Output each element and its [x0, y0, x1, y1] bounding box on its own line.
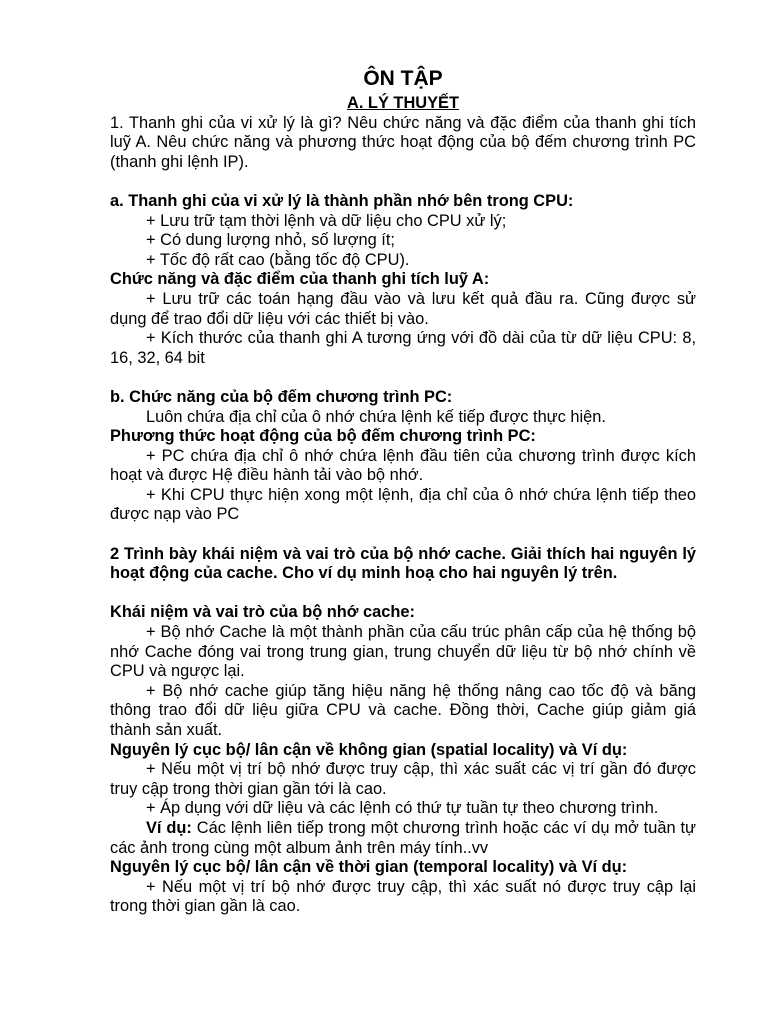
spacer	[110, 584, 696, 604]
example-text: Các lệnh liên tiếp trong một chương trình hoặc các ví dụ mở tuần tự các ảnh trong cùng một album ảnh trên máy tính..vv	[110, 818, 696, 857]
list-item: + Nếu một vị trí bộ nhớ được truy cập, thì xác suất nó được truy cập lại trong thời gian gần là cao.	[110, 877, 696, 916]
example-label: Ví dụ:	[146, 818, 192, 837]
spacer	[110, 172, 696, 192]
document-body	[110, 66, 696, 917]
list-item: + Có dung lượng nhỏ, số lượng ít;	[146, 231, 395, 250]
question-1: 1. Thanh ghi của vi xử lý là gì? Nêu chức năng và đặc điểm của thanh ghi tích luỹ A. Nêu chức năng và phương thức hoạt động của bộ đếm chương trình PC (thanh ghi lệnh IP).	[110, 113, 696, 171]
q1-b-heading: b. Chức năng của bộ đếm chương trình PC:	[110, 387, 453, 406]
temporal-locality-heading: Nguyên lý cục bộ/ lân cận về thời gian (temporal locality) và Ví dụ:	[110, 858, 628, 877]
list-item: + Nếu một vị trí bộ nhớ được truy cập, thì xác suất các vị trí gần đó được truy cập trong thời gian gần tới là cao.	[110, 760, 696, 798]
list-item: + Lưu trữ các toán hạng đầu vào và lưu kết quả đầu ra. Cũng được sử dụng để trao đổi dữ liệu với các thiết bị vào.	[110, 289, 696, 328]
list-item: + Áp dụng với dữ liệu và các lệnh có thứ tự tuần tự theo chương trình.	[146, 799, 659, 818]
question-2: 2 Trình bày khái niệm và vai trò của bộ nhớ cache. Giải thích hai nguyên lý hoạt động của cache. Cho ví dụ minh hoạ cho hai nguyên lý trên.	[110, 544, 696, 583]
list-item: + Khi CPU thực hiện xong một lệnh, địa chỉ của ô nhớ chứa lệnh tiếp theo được nạp vào PC	[110, 485, 696, 524]
spacer	[110, 368, 696, 388]
pc-operation-heading: Phương thức hoạt động của bộ đếm chương trình PC:	[110, 427, 536, 446]
list-item: + PC chứa địa chỉ ô nhớ chứa lệnh đầu tiên của chương trình được kích hoạt và được Hệ điều hành tải vào bộ nhớ.	[110, 446, 696, 485]
q1-a-heading: a. Thanh ghi của vi xử lý là thành phần nhớ bên trong CPU:	[110, 191, 574, 210]
pc-function-text: Luôn chứa địa chỉ của ô nhớ chứa lệnh kế tiếp được thực hiện.	[146, 407, 606, 426]
list-item: + Bộ nhớ Cache là một thành phần của cấu trúc phân cấp của hệ thống bộ nhớ Cache đóng vai trong trung gian, trung chuyển dữ liệu từ bộ nhớ chính về CPU và ngược lại.	[110, 623, 696, 681]
list-item: + Tốc độ rất cao (bằng tốc độ CPU).	[146, 250, 410, 269]
list-item: + Lưu trữ tạm thời lệnh và dữ liệu cho CPU xử lý;	[146, 211, 507, 230]
page-title: ÔN TẬP	[363, 67, 443, 90]
list-item: + Bộ nhớ cache giúp tăng hiệu năng hệ thống nâng cao tốc độ và băng thông trao đổi dữ liệu giữa CPU và cache. Đồng thời, Cache giúp giảm giá thành sản xuất.	[110, 681, 696, 739]
accumulator-heading: Chức năng và đặc điểm của thanh ghi tích luỹ A:	[110, 270, 490, 289]
section-subtitle: A. LÝ THUYẾT	[346, 94, 459, 112]
example-paragraph	[110, 819, 696, 858]
spatial-locality-heading: Nguyên lý cục bộ/ lân cận về không gian (spatial locality) và Ví dụ:	[110, 740, 628, 759]
list-item: + Kích thước của thanh ghi A tương ứng với đồ dài của từ dữ liệu CPU: 8, 16, 32, 64 bit	[110, 329, 696, 367]
cache-concept-heading: Khái niệm và vai trò của bộ nhớ cache:	[110, 603, 415, 622]
spacer	[110, 525, 696, 545]
